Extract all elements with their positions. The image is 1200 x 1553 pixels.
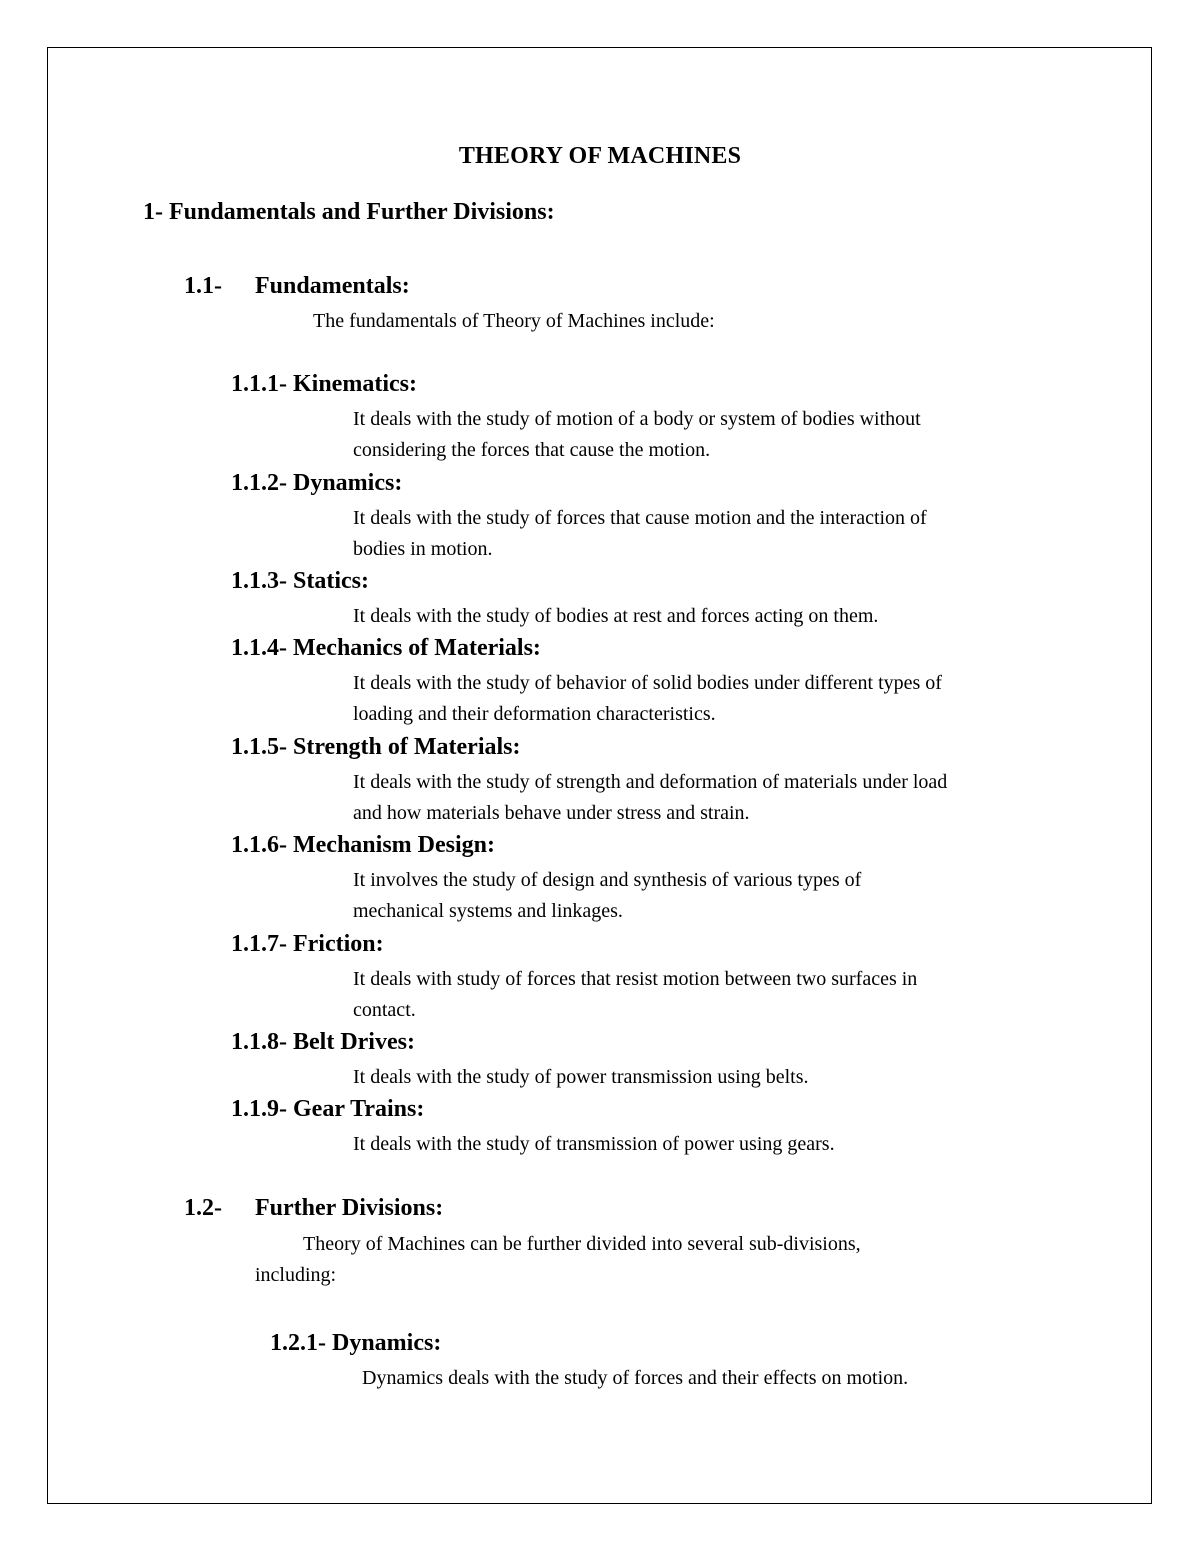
- subsection-friction-text: It deals with study of forces that resist motion between two surfaces in contact.: [353, 968, 918, 1021]
- subsection-mechanics-of-materials-text: It deals with the study of behavior of solid bodies under different types of loading and their deformation characteristics.: [353, 672, 942, 725]
- document-title: THEORY OF MACHINES: [458, 143, 742, 169]
- subsection-dynamics-text: It deals with the study of forces that cause motion and the interaction of bodies in motion.: [353, 507, 927, 560]
- subsection-1-2-1-dynamics-heading: 1.2.1- Dynamics:: [270, 1330, 442, 1356]
- section-1-2-title: Further Divisions:: [255, 1195, 444, 1221]
- subsection-dynamics-heading: 1.1.2- Dynamics:: [231, 470, 403, 496]
- subsection-gear-trains-text: It deals with the study of transmission of power using gears.: [353, 1133, 835, 1155]
- subsection-strength-of-materials-text: It deals with the study of strength and deformation of materials under load and how materials behave under stress and strain.: [353, 771, 948, 824]
- subsection-belt-drives-heading: 1.1.8- Belt Drives:: [231, 1029, 415, 1055]
- section-1-1-intro: The fundamentals of Theory of Machines include:: [313, 310, 715, 332]
- section-1-2-heading: [184, 1195, 443, 1222]
- section-1-1-title: Fundamentals:: [255, 273, 410, 299]
- subsection-friction-heading: 1.1.7- Friction:: [231, 931, 384, 957]
- subsection-mechanism-design-text: It involves the study of design and synthesis of various types of mechanical systems and linkages.: [353, 869, 862, 922]
- subsection-kinematics-text: It deals with the study of motion of a body or system of bodies without considering the forces that cause the motion.: [353, 408, 921, 461]
- section-1-1-number: 1.1-: [184, 273, 222, 299]
- subsection-statics-heading: 1.1.3- Statics:: [231, 568, 369, 594]
- subsection-belt-drives-text: It deals with the study of power transmission using belts.: [353, 1066, 809, 1088]
- subsection-1-2-1-dynamics-text: Dynamics deals with the study of forces and their effects on motion.: [362, 1367, 909, 1389]
- section-1-1-heading: [184, 273, 410, 300]
- subsection-kinematics-heading: 1.1.1- Kinematics:: [231, 371, 417, 397]
- subsection-mechanism-design-heading: 1.1.6- Mechanism Design:: [231, 832, 495, 858]
- subsection-gear-trains-heading: 1.1.9- Gear Trains:: [231, 1096, 425, 1122]
- subsection-statics-text: It deals with the study of bodies at rest and forces acting on them.: [353, 605, 879, 627]
- subsection-strength-of-materials-heading: 1.1.5- Strength of Materials:: [231, 734, 521, 760]
- section-1-heading: 1- Fundamentals and Further Divisions:: [143, 199, 555, 225]
- subsection-mechanics-of-materials-heading: 1.1.4- Mechanics of Materials:: [231, 635, 541, 661]
- section-1-2-number: 1.2-: [184, 1195, 222, 1221]
- section-1-2-intro: Theory of Machines can be further divided into several sub-divisions, including:: [255, 1233, 861, 1286]
